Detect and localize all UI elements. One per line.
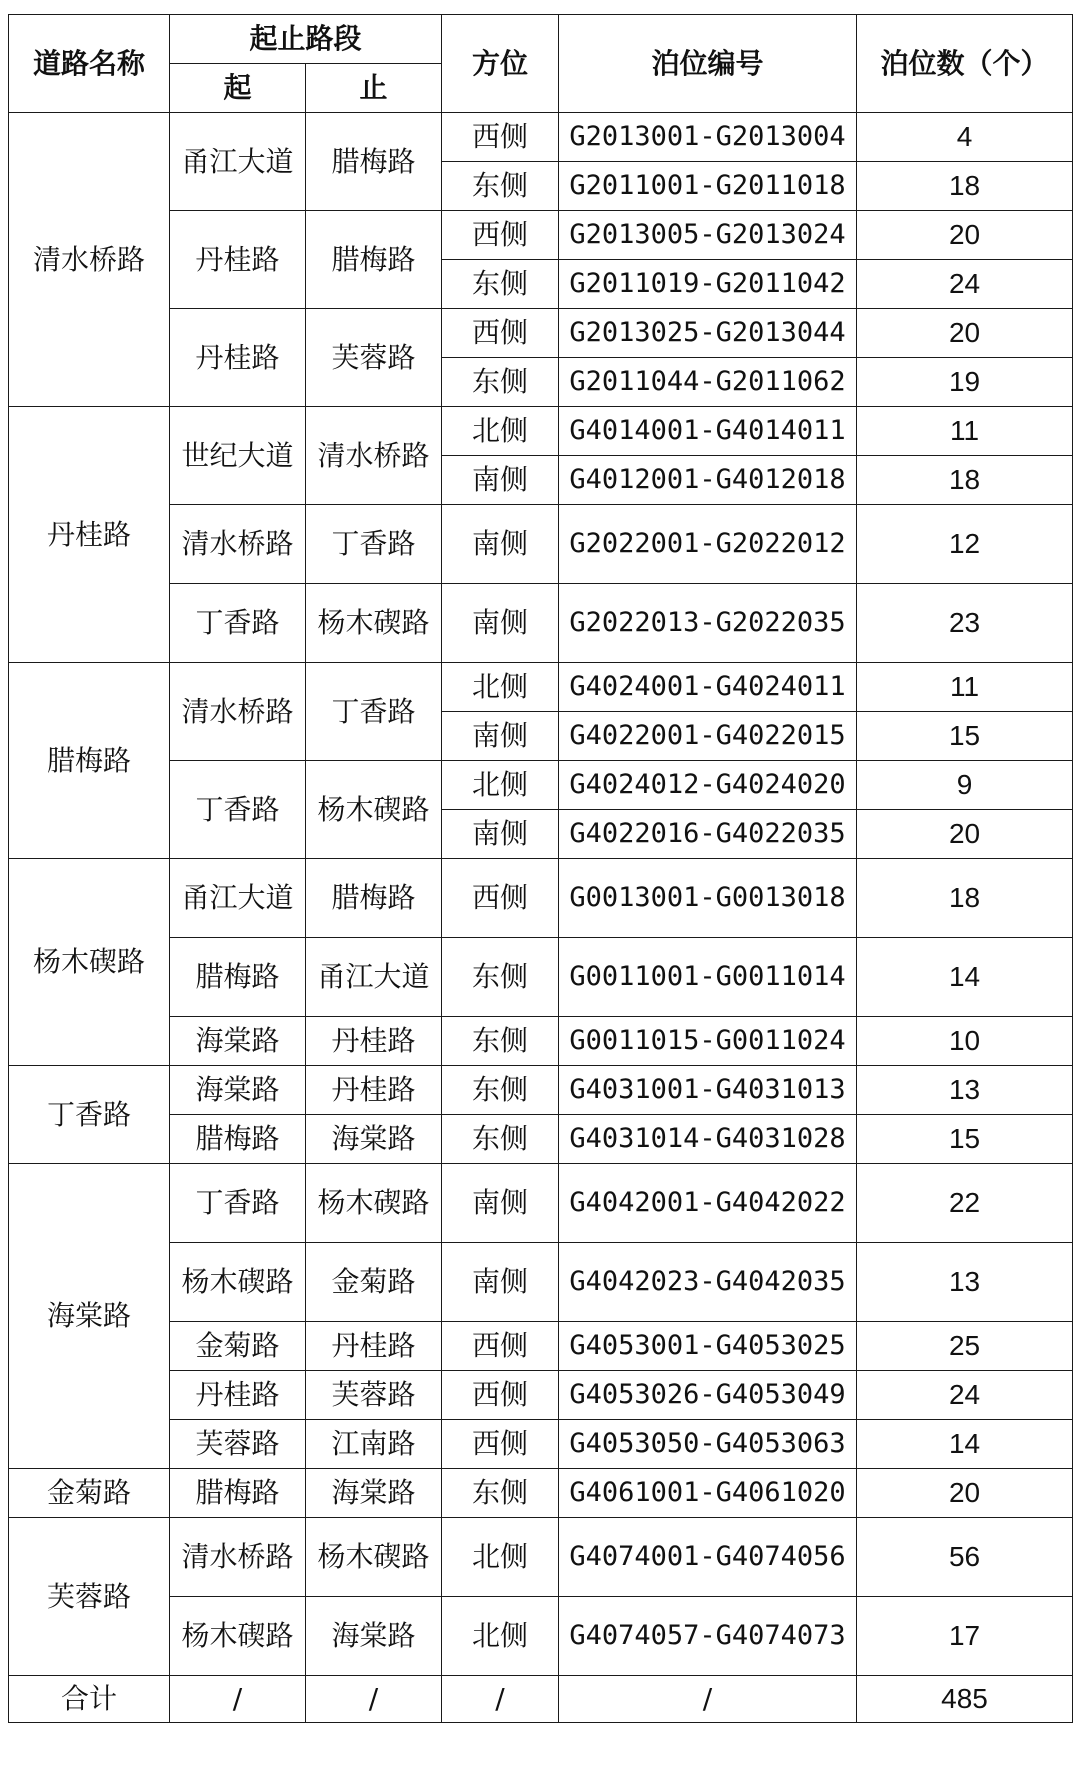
segment-end-cell: 芙蓉路: [306, 1371, 442, 1420]
berth-code-cell: G4053050-G4053063: [559, 1420, 857, 1469]
berth-count-cell: 20: [857, 810, 1073, 859]
berth-code-cell: G4053026-G4053049: [559, 1371, 857, 1420]
segment-start-cell: 杨木碶路: [170, 1597, 306, 1676]
side-cell: 东侧: [442, 1469, 559, 1518]
berth-code-cell: G4022016-G4022035: [559, 810, 857, 859]
berth-count-cell: 20: [857, 309, 1073, 358]
berth-code-cell: G2011019-G2011042: [559, 260, 857, 309]
berth-code-cell: G2022013-G2022035: [559, 584, 857, 663]
segment-start-cell: 清水桥路: [170, 663, 306, 761]
segment-start-cell: 腊梅路: [170, 1469, 306, 1518]
total-label: 合计: [9, 1676, 170, 1723]
segment-end-cell: 丹桂路: [306, 1322, 442, 1371]
berth-count-cell: 14: [857, 938, 1073, 1017]
segment-start-cell: 丹桂路: [170, 1371, 306, 1420]
segment-end-cell: 海棠路: [306, 1115, 442, 1164]
road-name-cell: 金菊路: [9, 1469, 170, 1518]
segment-end-cell: 海棠路: [306, 1597, 442, 1676]
berth-count-cell: 56: [857, 1518, 1073, 1597]
berth-code-cell: G4074057-G4074073: [559, 1597, 857, 1676]
berth-count-cell: 12: [857, 505, 1073, 584]
segment-start-cell: 金菊路: [170, 1322, 306, 1371]
segment-start-cell: 丁香路: [170, 761, 306, 859]
berth-code-cell: G0011001-G0011014: [559, 938, 857, 1017]
berth-code-cell: G4031001-G4031013: [559, 1066, 857, 1115]
berth-code-cell: G4074001-G4074056: [559, 1518, 857, 1597]
berth-count-cell: 11: [857, 663, 1073, 712]
berth-count-cell: 17: [857, 1597, 1073, 1676]
segment-end-cell: 杨木碶路: [306, 761, 442, 859]
berth-code-cell: G4024001-G4024011: [559, 663, 857, 712]
berth-count-cell: 18: [857, 456, 1073, 505]
berth-code-cell: G0013001-G0013018: [559, 859, 857, 938]
segment-end-cell: 丁香路: [306, 505, 442, 584]
side-cell: 南侧: [442, 584, 559, 663]
road-name-cell: 清水桥路: [9, 113, 170, 407]
road-name-cell: 丁香路: [9, 1066, 170, 1164]
segment-start-cell: 丹桂路: [170, 211, 306, 309]
berth-count-cell: 24: [857, 260, 1073, 309]
total-row: [9, 1676, 1073, 1723]
segment-start-cell: 世纪大道: [170, 407, 306, 505]
segment-start-cell: 清水桥路: [170, 505, 306, 584]
side-cell: 西侧: [442, 309, 559, 358]
berth-code-cell: G4042001-G4042022: [559, 1164, 857, 1243]
header-start: 起: [170, 64, 306, 113]
berth-count-cell: 20: [857, 211, 1073, 260]
segment-start-cell: 丹桂路: [170, 309, 306, 407]
header-side: 方位: [442, 15, 559, 113]
berth-count-cell: 18: [857, 859, 1073, 938]
segment-start-cell: 海棠路: [170, 1066, 306, 1115]
side-cell: 北侧: [442, 1597, 559, 1676]
table-header: [9, 15, 1073, 113]
segment-end-cell: 杨木碶路: [306, 1164, 442, 1243]
segment-end-cell: 金菊路: [306, 1243, 442, 1322]
header-berth-count: 泊位数（个）: [857, 15, 1073, 113]
table-row: [9, 407, 1073, 456]
segment-end-cell: 甬江大道: [306, 938, 442, 1017]
header-section: 起止路段: [170, 15, 442, 64]
berth-code-cell: G2013001-G2013004: [559, 113, 857, 162]
side-cell: 南侧: [442, 1243, 559, 1322]
side-cell: 南侧: [442, 505, 559, 584]
total-start: /: [170, 1676, 306, 1723]
side-cell: 西侧: [442, 113, 559, 162]
segment-start-cell: 丁香路: [170, 584, 306, 663]
segment-start-cell: 清水桥路: [170, 1518, 306, 1597]
parking-berth-table-wrapper: [8, 14, 1072, 1723]
total-end: /: [306, 1676, 442, 1723]
segment-end-cell: 江南路: [306, 1420, 442, 1469]
side-cell: 东侧: [442, 1115, 559, 1164]
berth-count-cell: 15: [857, 1115, 1073, 1164]
road-name-cell: 丹桂路: [9, 407, 170, 663]
total-code: /: [559, 1676, 857, 1723]
side-cell: 东侧: [442, 358, 559, 407]
table-footer: [9, 1676, 1073, 1723]
berth-code-cell: G4014001-G4014011: [559, 407, 857, 456]
berth-count-cell: 23: [857, 584, 1073, 663]
header-road-name: 道路名称: [9, 15, 170, 113]
berth-code-cell: G2013025-G2013044: [559, 309, 857, 358]
berth-count-cell: 15: [857, 712, 1073, 761]
road-name-cell: 杨木碶路: [9, 859, 170, 1066]
berth-code-cell: G4061001-G4061020: [559, 1469, 857, 1518]
segment-start-cell: 甬江大道: [170, 859, 306, 938]
header-berth-code: 泊位编号: [559, 15, 857, 113]
segment-end-cell: 芙蓉路: [306, 309, 442, 407]
segment-end-cell: 杨木碶路: [306, 1518, 442, 1597]
berth-code-cell: G4031014-G4031028: [559, 1115, 857, 1164]
berth-count-cell: 24: [857, 1371, 1073, 1420]
berth-code-cell: G2013005-G2013024: [559, 211, 857, 260]
table-row: [9, 1164, 1073, 1243]
berth-code-cell: G0011015-G0011024: [559, 1017, 857, 1066]
side-cell: 西侧: [442, 1322, 559, 1371]
segment-start-cell: 芙蓉路: [170, 1420, 306, 1469]
side-cell: 东侧: [442, 1017, 559, 1066]
side-cell: 南侧: [442, 456, 559, 505]
segment-end-cell: 腊梅路: [306, 859, 442, 938]
segment-start-cell: 杨木碶路: [170, 1243, 306, 1322]
berth-code-cell: G4053001-G4053025: [559, 1322, 857, 1371]
side-cell: 北侧: [442, 663, 559, 712]
segment-end-cell: 丁香路: [306, 663, 442, 761]
berth-count-cell: 14: [857, 1420, 1073, 1469]
segment-start-cell: 海棠路: [170, 1017, 306, 1066]
side-cell: 北侧: [442, 1518, 559, 1597]
side-cell: 北侧: [442, 407, 559, 456]
berth-code-cell: G4012001-G4012018: [559, 456, 857, 505]
table-row: [9, 1469, 1073, 1518]
table-row: [9, 1518, 1073, 1597]
header-row-1: [9, 15, 1073, 64]
parking-berth-table: [8, 14, 1073, 1723]
segment-end-cell: 腊梅路: [306, 113, 442, 211]
berth-count-cell: 10: [857, 1017, 1073, 1066]
segment-end-cell: 清水桥路: [306, 407, 442, 505]
side-cell: 东侧: [442, 260, 559, 309]
berth-count-cell: 9: [857, 761, 1073, 810]
berth-count-cell: 13: [857, 1243, 1073, 1322]
header-end: 止: [306, 64, 442, 113]
berth-count-cell: 13: [857, 1066, 1073, 1115]
berth-code-cell: G4022001-G4022015: [559, 712, 857, 761]
berth-count-cell: 11: [857, 407, 1073, 456]
segment-end-cell: 杨木碶路: [306, 584, 442, 663]
segment-start-cell: 甬江大道: [170, 113, 306, 211]
side-cell: 东侧: [442, 162, 559, 211]
berth-count-cell: 18: [857, 162, 1073, 211]
table-row: [9, 663, 1073, 712]
berth-code-cell: G2011001-G2011018: [559, 162, 857, 211]
total-side: /: [442, 1676, 559, 1723]
berth-count-cell: 4: [857, 113, 1073, 162]
side-cell: 南侧: [442, 810, 559, 859]
total-count: 485: [857, 1676, 1073, 1723]
side-cell: 东侧: [442, 1066, 559, 1115]
segment-start-cell: 腊梅路: [170, 938, 306, 1017]
segment-end-cell: 腊梅路: [306, 211, 442, 309]
segment-end-cell: 丹桂路: [306, 1017, 442, 1066]
table-row: [9, 859, 1073, 938]
berth-count-cell: 19: [857, 358, 1073, 407]
table-row: [9, 113, 1073, 162]
segment-end-cell: 海棠路: [306, 1469, 442, 1518]
side-cell: 南侧: [442, 712, 559, 761]
table-body: [9, 113, 1073, 1676]
berth-count-cell: 20: [857, 1469, 1073, 1518]
side-cell: 北侧: [442, 761, 559, 810]
road-name-cell: 海棠路: [9, 1164, 170, 1469]
side-cell: 南侧: [442, 1164, 559, 1243]
side-cell: 西侧: [442, 211, 559, 260]
berth-code-cell: G2022001-G2022012: [559, 505, 857, 584]
side-cell: 西侧: [442, 1420, 559, 1469]
berth-code-cell: G2011044-G2011062: [559, 358, 857, 407]
segment-end-cell: 丹桂路: [306, 1066, 442, 1115]
berth-count-cell: 25: [857, 1322, 1073, 1371]
segment-start-cell: 腊梅路: [170, 1115, 306, 1164]
side-cell: 西侧: [442, 859, 559, 938]
berth-code-cell: G4042023-G4042035: [559, 1243, 857, 1322]
road-name-cell: 腊梅路: [9, 663, 170, 859]
road-name-cell: 芙蓉路: [9, 1518, 170, 1676]
side-cell: 东侧: [442, 938, 559, 1017]
berth-code-cell: G4024012-G4024020: [559, 761, 857, 810]
table-row: [9, 1066, 1073, 1115]
segment-start-cell: 丁香路: [170, 1164, 306, 1243]
side-cell: 西侧: [442, 1371, 559, 1420]
berth-count-cell: 22: [857, 1164, 1073, 1243]
